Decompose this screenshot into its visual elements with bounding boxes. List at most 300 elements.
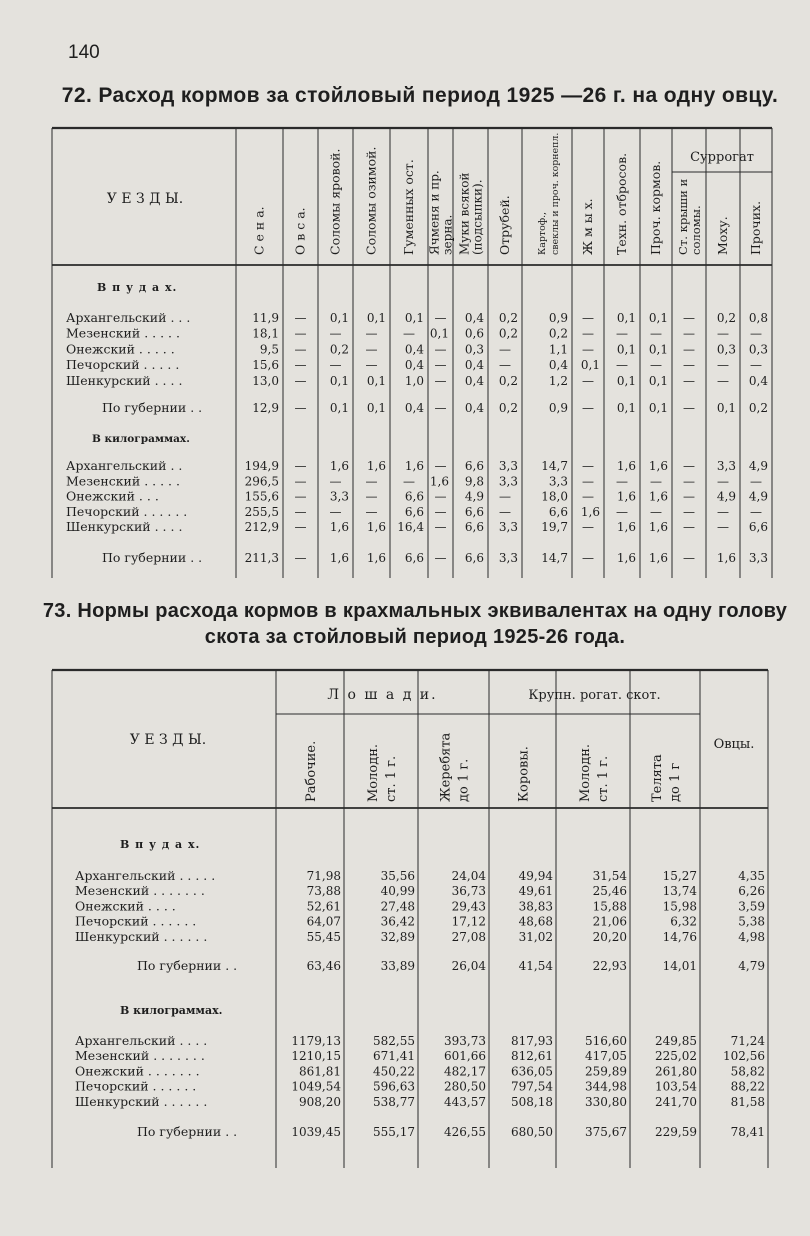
table-72-cell: — bbox=[434, 459, 447, 473]
table-72-cell: 0,4 bbox=[404, 401, 424, 415]
table-72-cell: 0,2 bbox=[498, 401, 518, 415]
table-73-cell: 49,94 bbox=[518, 869, 553, 883]
table-72-cell: 14,7 bbox=[541, 459, 568, 473]
table-72-row-label: Мезенский . . . . . bbox=[66, 473, 180, 489]
table-72-cell: 0,3 bbox=[716, 342, 736, 357]
table-72-column-header: Картоф., bbox=[537, 211, 548, 255]
table-72-cell: — bbox=[294, 326, 307, 341]
table-73-cell: 443,57 bbox=[444, 1094, 486, 1109]
table-72-cell: — bbox=[403, 474, 415, 489]
table-72-cell: 3,3 bbox=[498, 520, 518, 535]
table-72-cell: — bbox=[582, 489, 594, 504]
table-72-cell: — bbox=[294, 489, 307, 504]
table-72-cell: 0,9 bbox=[548, 401, 568, 415]
table-72-cell: — bbox=[499, 489, 511, 504]
table-73-cell: 6,26 bbox=[738, 884, 765, 899]
table-72-column-header: Гуменных ост. bbox=[401, 159, 416, 255]
table-72-cell: — bbox=[329, 474, 342, 489]
table-72-cell: — bbox=[717, 373, 729, 388]
table-72-cell: — bbox=[683, 520, 695, 535]
table-72-cell: 6,6 bbox=[748, 520, 768, 535]
table-73-group-header: Крупн. рогат. скот. bbox=[528, 688, 661, 703]
table-72-row-label: Печорский . . . . . bbox=[66, 357, 180, 373]
table-72-cell: 1,2 bbox=[548, 373, 568, 388]
table-73-cell: 32,89 bbox=[380, 929, 415, 944]
table-72-cell: — bbox=[582, 373, 594, 388]
table-72-cell: 11,9 bbox=[252, 311, 279, 325]
table-72-cell: 0,1 bbox=[616, 373, 636, 388]
table-72-cell: 6,6 bbox=[464, 520, 484, 535]
table-72-cell: — bbox=[434, 358, 447, 373]
table-72-cell: — bbox=[294, 358, 307, 373]
table-72-cell: 1,6 bbox=[366, 520, 386, 535]
table-73-cell: 78,41 bbox=[730, 1125, 765, 1139]
table-73-cell: 330,80 bbox=[585, 1094, 627, 1109]
table-72-column-header: Проч. кормов. bbox=[648, 160, 663, 255]
table-72-cell: 0,4 bbox=[464, 311, 484, 325]
table-73-cell: 31,02 bbox=[518, 929, 553, 944]
table-73-cell: 601,66 bbox=[444, 1049, 486, 1064]
table-72-cell: — bbox=[294, 311, 307, 325]
table-73-cell: 27,48 bbox=[380, 899, 415, 914]
table-72-column-header: свеклы и проч. корнепл. bbox=[550, 132, 561, 255]
table-73-cell: 36,73 bbox=[451, 884, 486, 899]
table-72-cell: 1,1 bbox=[548, 342, 568, 357]
table-73-row-label: Печорский . . . . . . bbox=[75, 913, 197, 929]
table-73-row-label: Онежский . . . . . . . bbox=[75, 1063, 200, 1079]
table-73-cell: 680,50 bbox=[511, 1125, 553, 1139]
table-72-cell: — bbox=[582, 520, 594, 535]
table-73-row-label: Мезенский . . . . . . . bbox=[75, 883, 205, 899]
table-73-cell: 38,83 bbox=[518, 899, 553, 914]
table-72-cell: 0,1 bbox=[404, 311, 424, 325]
table-72-row-label: Архангельский . . bbox=[66, 458, 183, 473]
table-72-cell: 0,1 bbox=[716, 401, 736, 415]
table-73-column-header: Жеребята bbox=[438, 732, 454, 802]
table-72-cell: 1,6 bbox=[648, 489, 668, 504]
table-73-cell: 3,59 bbox=[738, 899, 765, 914]
table-72-cell: 1,6 bbox=[429, 474, 449, 489]
table-73-cell: 1039,45 bbox=[291, 1125, 341, 1139]
table-73-cell: 4,35 bbox=[738, 869, 765, 883]
table-73-cell: 6,32 bbox=[670, 914, 697, 929]
table-72-cell: — bbox=[717, 520, 729, 535]
table-72-cell: 4,9 bbox=[748, 459, 768, 473]
table-73-section-label: В килограммах. bbox=[120, 1004, 223, 1017]
table-72-cell: — bbox=[434, 504, 447, 519]
table-72-column-header: Соломы озимой. bbox=[363, 146, 379, 255]
table-73-cell: 482,17 bbox=[444, 1064, 486, 1079]
table-72-cell: — bbox=[582, 551, 594, 565]
table-73-cell: 5,38 bbox=[738, 914, 765, 929]
table-72-cell: — bbox=[717, 474, 729, 489]
table-73-cell: 249,85 bbox=[655, 1034, 697, 1048]
table-73-cell: 1049,54 bbox=[291, 1079, 341, 1094]
table-73-cell: 55,45 bbox=[306, 929, 341, 944]
table-72-cell: 3,3 bbox=[716, 459, 736, 473]
table-72-cell: 3,3 bbox=[329, 489, 349, 504]
table-72-cell: 4,9 bbox=[748, 489, 768, 504]
table-73-cell: 375,67 bbox=[585, 1125, 627, 1139]
table-73-cell: 4,98 bbox=[738, 929, 765, 944]
table-72-cell: 1,6 bbox=[329, 459, 349, 473]
table-72-column-header: Соломы яровой. bbox=[327, 148, 343, 255]
table-72-cell: — bbox=[650, 358, 662, 373]
table-72-cell: 155,6 bbox=[244, 489, 279, 504]
table-72-column-header: Ж м ы х. bbox=[580, 198, 595, 255]
table-72-column-header: О в с а. bbox=[292, 207, 308, 255]
table-73-cell: 426,55 bbox=[444, 1125, 486, 1139]
table-72-cell: 1,6 bbox=[648, 459, 668, 473]
table-72-cell: — bbox=[365, 504, 378, 519]
table-72-column-header: Прочих. bbox=[748, 200, 763, 255]
table-72-cell: — bbox=[434, 373, 447, 388]
table-72-cell: 3,3 bbox=[548, 474, 568, 489]
table-72-cell: 1,6 bbox=[616, 520, 636, 535]
table-73-cell: 417,05 bbox=[585, 1049, 627, 1064]
table-72-cell: 0,4 bbox=[548, 358, 568, 373]
table-72-row-label: По губернии . . bbox=[102, 400, 203, 415]
table-72-cell: — bbox=[365, 326, 378, 341]
table-73-cell: 58,82 bbox=[730, 1064, 765, 1079]
table-72-cell: 0,1 bbox=[580, 358, 600, 373]
table-72-cell: 3,3 bbox=[498, 551, 518, 565]
table-72-cell: 0,6 bbox=[464, 326, 484, 341]
table-72-cell: 212,9 bbox=[244, 520, 279, 535]
table-72-cell: — bbox=[616, 504, 628, 519]
table-72-cell: 1,6 bbox=[616, 489, 636, 504]
table-72-cell: 0,2 bbox=[498, 311, 518, 325]
table-73-row-label: Шенкурский . . . . . . bbox=[75, 928, 208, 944]
table-72-cell: 6,6 bbox=[464, 551, 484, 565]
table-72-cell: 296,5 bbox=[244, 474, 279, 489]
table-72-cell: — bbox=[294, 504, 307, 519]
table-72-cell: 0,1 bbox=[616, 401, 636, 415]
table-73-cell: 1210,15 bbox=[291, 1049, 341, 1064]
table-72-cell: 16,4 bbox=[397, 520, 424, 535]
table-72-cell: — bbox=[294, 401, 307, 415]
table-72-cell: 0,2 bbox=[548, 326, 568, 341]
table-73-cell: 817,93 bbox=[511, 1034, 553, 1048]
table-73 bbox=[52, 670, 768, 1168]
table-72-cell: 0,1 bbox=[429, 326, 449, 341]
table-72-row-label: Мезенский . . . . . bbox=[66, 325, 180, 341]
table-73-row-label: По губернии . . bbox=[137, 1124, 238, 1139]
table-72-cell: — bbox=[650, 504, 662, 519]
table-72-cell: — bbox=[294, 520, 307, 535]
table-72-cell: 1,6 bbox=[716, 551, 736, 565]
table-73-row-label: Архангельский . . . . . bbox=[75, 868, 216, 883]
table-72-cell: — bbox=[683, 459, 695, 473]
table-72-cell: 9,5 bbox=[259, 342, 279, 357]
table-72-cell: 6,6 bbox=[548, 504, 568, 519]
table-73-cell: 71,98 bbox=[306, 869, 341, 883]
table-73-column-header: ст. 1 г. bbox=[596, 755, 611, 802]
table-72-cell: — bbox=[750, 358, 762, 373]
table-73-cell: 64,07 bbox=[306, 914, 341, 929]
table-72-cell: 0,1 bbox=[616, 342, 636, 357]
table-73-cell: 225,02 bbox=[655, 1049, 697, 1064]
table-73-cell: 4,79 bbox=[738, 959, 765, 973]
table-73-row-label: Архангельский . . . . bbox=[75, 1033, 208, 1048]
table-72-row-label: По губернии . . bbox=[102, 550, 203, 565]
table-72-cell: 0,1 bbox=[329, 311, 349, 325]
table-73-cell: 88,22 bbox=[730, 1079, 765, 1094]
table-72-cell: — bbox=[683, 358, 695, 373]
table-73-cell: 508,18 bbox=[511, 1094, 553, 1109]
table-72-cell: 255,5 bbox=[244, 504, 279, 519]
table-73-cell: 908,20 bbox=[299, 1094, 341, 1109]
table-72-cell: — bbox=[365, 474, 378, 489]
table-72-cell: — bbox=[717, 358, 729, 373]
table-72-cell: 18,0 bbox=[541, 489, 568, 504]
table-73-column-header: Рабочие. bbox=[304, 740, 319, 802]
table-73-cell: 81,58 bbox=[730, 1094, 765, 1109]
table-72-cell: — bbox=[365, 358, 378, 373]
table-72-cell: — bbox=[434, 489, 447, 504]
table-72-cell: — bbox=[650, 326, 662, 341]
table-72-cell: — bbox=[683, 489, 695, 504]
table-72-cell: 0,3 bbox=[464, 342, 484, 357]
table-72-cell: 1,6 bbox=[616, 551, 636, 565]
table-73-cell: 555,17 bbox=[373, 1125, 415, 1139]
table-72-cell: — bbox=[683, 401, 695, 415]
table-72-cell: 0,1 bbox=[648, 342, 668, 357]
table-72-cell: 14,7 bbox=[541, 551, 568, 565]
table-72-cell: — bbox=[582, 311, 594, 325]
table-73-cell: 33,89 bbox=[380, 959, 415, 973]
table-73-cell: 1179,13 bbox=[291, 1034, 341, 1048]
table-73-cell: 21,06 bbox=[592, 914, 627, 929]
table-73-cell: 52,61 bbox=[306, 899, 341, 914]
table-72-cell: — bbox=[434, 342, 447, 357]
table-72-column-header: Техн. отбросов. bbox=[614, 152, 629, 255]
table-73-cell: 13,74 bbox=[662, 884, 697, 899]
table-73-cell: 17,12 bbox=[451, 914, 486, 929]
table-72-cell: — bbox=[499, 342, 511, 357]
table-73-title: 73. Нормы расхода кормов в крахмальных эквивалентах на одну голову скота за стойловый период 1925-26 года. bbox=[42, 600, 788, 648]
table-72-cell: 1,6 bbox=[329, 520, 349, 535]
table-72-cell: 3,3 bbox=[748, 551, 768, 565]
table-73-cell: 49,61 bbox=[518, 884, 553, 899]
table-73-row-header: У Е З Д Ы. bbox=[129, 732, 207, 748]
table-72-cell: 3,3 bbox=[498, 459, 518, 473]
table-73-row-label: По губернии . . bbox=[137, 958, 238, 973]
table-72-cell: 0,2 bbox=[716, 311, 736, 325]
table-73-cell: 538,77 bbox=[373, 1094, 415, 1109]
table-73-group-header: Л о ш а д и. bbox=[327, 687, 438, 703]
table-73-cell: 450,22 bbox=[373, 1064, 415, 1079]
table-72-cell: — bbox=[499, 358, 511, 373]
table-73-row-label: Онежский . . . . bbox=[75, 898, 176, 914]
table-72-cell: 0,3 bbox=[748, 342, 768, 357]
table-73-row-label: Шенкурский . . . . . . bbox=[75, 1093, 208, 1109]
table-72-cell: 0,8 bbox=[748, 311, 768, 325]
table-73-column-header: Овцы. bbox=[713, 737, 755, 752]
table-73-cell: 35,56 bbox=[380, 869, 415, 883]
table-72-cell: 0,1 bbox=[616, 311, 636, 325]
table-72-cell: — bbox=[582, 474, 594, 489]
table-72-cell: 0,2 bbox=[329, 342, 349, 357]
table-72-cell: 1,6 bbox=[404, 459, 424, 473]
table-72-cell: — bbox=[683, 504, 695, 519]
table-72-column-header: Моху. bbox=[715, 216, 730, 255]
table-73-cell: 241,70 bbox=[655, 1094, 697, 1109]
table-72-row-label: Шенкурский . . . . bbox=[66, 372, 183, 388]
table-73-column-header: до 1 г bbox=[668, 762, 683, 802]
table-72-cell: — bbox=[582, 326, 594, 341]
table-72-cell: 0,4 bbox=[464, 358, 484, 373]
table-72-column-header: Отрубей. bbox=[497, 195, 512, 255]
table-72-cell: 19,7 bbox=[541, 520, 568, 535]
table-72-column-header: (подсыпки). bbox=[470, 179, 485, 255]
table-72-cell: — bbox=[616, 474, 628, 489]
table-72-row-label: Архангельский . . . bbox=[66, 310, 191, 325]
table-73-cell: 582,55 bbox=[373, 1034, 415, 1048]
table-73-cell: 15,88 bbox=[592, 899, 627, 914]
table-72-group-header: Суррогат bbox=[690, 150, 754, 165]
table-73-cell: 48,68 bbox=[518, 914, 553, 929]
table-73-cell: 25,46 bbox=[592, 884, 627, 899]
table-73-cell: 22,93 bbox=[592, 959, 627, 973]
table-72-cell: — bbox=[434, 520, 447, 535]
table-72-section-label: В п у д а х. bbox=[97, 281, 178, 294]
table-73-cell: 636,05 bbox=[511, 1064, 553, 1079]
table-72-cell: — bbox=[683, 326, 695, 341]
table-72-cell: 1,6 bbox=[616, 459, 636, 473]
table-72-cell: 0,4 bbox=[748, 373, 768, 388]
table-72-cell: 0,4 bbox=[464, 401, 484, 415]
table-72-cell: — bbox=[750, 474, 762, 489]
table-72-cell: — bbox=[294, 342, 307, 357]
table-72-column-header: зерна. bbox=[440, 214, 455, 255]
table-73-cell: 14,01 bbox=[662, 959, 697, 973]
table-72-cell: 0,4 bbox=[404, 342, 424, 357]
table-72-cell: 6,6 bbox=[404, 551, 424, 565]
table-73-cell: 20,20 bbox=[592, 929, 627, 944]
table-72-row-label: Онежский . . . . . bbox=[66, 341, 175, 357]
table-72-cell: 0,4 bbox=[464, 373, 484, 388]
table-72-cell: — bbox=[683, 551, 695, 565]
table-72-cell: 211,3 bbox=[244, 551, 279, 565]
table-72-cell: — bbox=[434, 551, 447, 565]
table-72-cell: 1,6 bbox=[648, 520, 668, 535]
table-72-row-label: Печорский . . . . . . bbox=[66, 503, 188, 519]
table-72-title: 72. Расход кормов за стойловый период 1925 —26 г. на одну овцу. bbox=[61, 84, 779, 107]
table-72-column-header: Муки всякой bbox=[457, 172, 472, 255]
table-73-cell: 36,42 bbox=[380, 914, 415, 929]
table-72-cell: 4,9 bbox=[464, 489, 484, 504]
table-73-cell: 31,54 bbox=[592, 869, 627, 883]
table-73-cell: 63,46 bbox=[306, 959, 341, 973]
table-73-column-header: Молодн. bbox=[578, 743, 593, 802]
table-72-cell: 1,6 bbox=[366, 459, 386, 473]
table-73-cell: 861,81 bbox=[299, 1064, 341, 1079]
table-73-section-label: В п у д а х. bbox=[120, 838, 201, 851]
table-72-cell: 6,6 bbox=[404, 504, 424, 519]
table-72-cell: — bbox=[750, 326, 762, 341]
page-number: 140 bbox=[68, 42, 100, 63]
table-72-cell: 194,9 bbox=[244, 459, 279, 473]
table-72-cell: 6,6 bbox=[464, 504, 484, 519]
table-72-cell: 18,1 bbox=[252, 326, 279, 341]
table-73-cell: 41,54 bbox=[518, 959, 553, 973]
table-72-cell: — bbox=[329, 358, 342, 373]
table-73-cell: 596,63 bbox=[373, 1079, 415, 1094]
table-72-row-header: У Е З Д Ы. bbox=[106, 191, 184, 207]
table-72-cell: — bbox=[582, 401, 594, 415]
table-72-cell: 12,9 bbox=[252, 401, 279, 415]
table-73-cell: 229,59 bbox=[655, 1125, 697, 1139]
table-72-cell: 9,8 bbox=[464, 474, 484, 489]
table-72-cell: — bbox=[717, 326, 729, 341]
table-72-cell: 0,2 bbox=[498, 373, 518, 388]
table-72-cell: 6,6 bbox=[464, 459, 484, 473]
table-72-cell: — bbox=[294, 373, 307, 388]
table-72-cell: — bbox=[365, 342, 378, 357]
table-73-cell: 280,50 bbox=[444, 1079, 486, 1094]
table-73-column-header: ст. 1 г. bbox=[384, 755, 399, 802]
table-72-cell: — bbox=[650, 474, 662, 489]
table-73-cell: 393,73 bbox=[444, 1034, 486, 1048]
table-72-row-label: Шенкурский . . . . bbox=[66, 519, 183, 535]
table-72-cell: — bbox=[717, 504, 729, 519]
table-73-cell: 812,61 bbox=[511, 1049, 553, 1064]
table-72-cell: 4,9 bbox=[716, 489, 736, 504]
table-72-column-header: соломы. bbox=[689, 205, 703, 255]
table-72-cell: — bbox=[499, 504, 511, 519]
table-72-cell: 13,0 bbox=[252, 373, 279, 388]
table-72-cell: 0,1 bbox=[329, 401, 349, 415]
table-72-cell: — bbox=[403, 326, 415, 341]
table-73-cell: 71,24 bbox=[730, 1034, 765, 1048]
table-72-cell: 0,1 bbox=[648, 373, 668, 388]
table-73-cell: 40,99 bbox=[380, 884, 415, 899]
table-72-cell: — bbox=[616, 326, 628, 341]
table-73-cell: 103,54 bbox=[655, 1079, 697, 1094]
table-73-cell: 671,41 bbox=[373, 1049, 415, 1064]
table-72-cell: 0,2 bbox=[748, 401, 768, 415]
table-72-cell: 1,6 bbox=[648, 551, 668, 565]
table-73-column-header: Молодн. bbox=[366, 743, 381, 802]
table-72-column-header: С е н а. bbox=[251, 206, 267, 255]
table-72-cell: 3,3 bbox=[498, 474, 518, 489]
table-72-cell: — bbox=[616, 358, 628, 373]
table-73-cell: 344,98 bbox=[585, 1079, 627, 1094]
table-72-cell: — bbox=[294, 459, 307, 473]
table-72-cell: 0,2 bbox=[498, 326, 518, 341]
table-72-column-header: Ст. крыши и bbox=[676, 178, 690, 255]
table-72-cell: 0,1 bbox=[329, 373, 349, 388]
table-72-cell: — bbox=[329, 326, 342, 341]
table-72-cell: — bbox=[683, 373, 695, 388]
table-73-column-header: до 1 г. bbox=[456, 758, 472, 802]
table-73-cell: 15,27 bbox=[662, 869, 697, 883]
table-72-cell: 0,1 bbox=[366, 373, 386, 388]
table-72-cell: 0,9 bbox=[548, 311, 568, 325]
table-72-cell: — bbox=[582, 342, 594, 357]
table-72-cell: — bbox=[683, 474, 695, 489]
table-72-cell: — bbox=[294, 551, 307, 565]
table-73-cell: 73,88 bbox=[306, 884, 341, 899]
table-72-cell: — bbox=[582, 459, 594, 473]
table-72-cell: 6,6 bbox=[404, 489, 424, 504]
table-73-cell: 24,04 bbox=[451, 869, 486, 883]
table-73-row-label: Печорский . . . . . . bbox=[75, 1078, 197, 1094]
table-72-cell: — bbox=[434, 401, 447, 415]
table-73-cell: 29,43 bbox=[451, 899, 486, 914]
table-72-cell: — bbox=[750, 504, 762, 519]
